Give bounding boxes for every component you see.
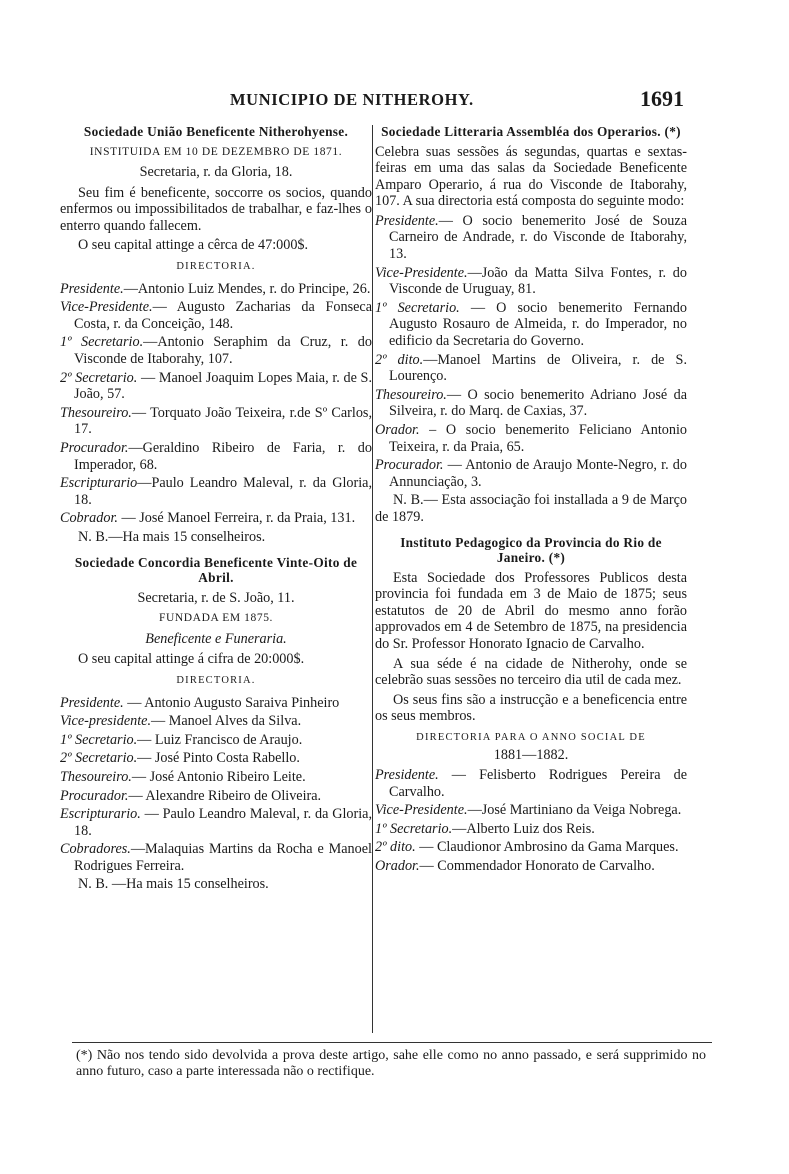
role-label: Thesoureiro.: [375, 386, 447, 403]
role-label: Cobrador.: [60, 510, 118, 527]
role-label: Procurador.: [375, 457, 444, 474]
role-label: Vice-Presidente.: [375, 264, 468, 281]
directory-entry: [375, 457, 687, 490]
role-label: Cobradores.: [60, 841, 131, 858]
directory-entry: [60, 841, 372, 874]
footnote-divider: [72, 1042, 712, 1043]
role-label: 2º Secretario.: [60, 369, 138, 386]
directory-entry: [375, 821, 687, 838]
entry-text: —Alberto Luiz dos Reis.: [452, 820, 595, 837]
entry-text: — Torquato João Teixeira, r.de Sº Carlos, 17.: [74, 404, 372, 438]
address-line: Secretaria, r. da Gloria, 18.: [139, 164, 293, 181]
role-label: Vice-presidente.: [60, 713, 151, 730]
directory-entry: [60, 788, 372, 805]
role-label: Vice-Presidente.: [375, 802, 468, 819]
directory-entry: [60, 440, 372, 473]
directory-entry: [375, 858, 687, 875]
directory-entry: [60, 334, 372, 367]
directoria-years: 1881—1882.: [493, 746, 569, 763]
entry-text: — O socio benemerito Adriano José da Silveira, r. do Marq. de Caxias, 37.: [389, 386, 687, 420]
paragraph: Os seus fins são a instrucção e a beneficencia entre os seus membros.: [375, 691, 687, 725]
entry-text: —João da Matta Silva Fontes, r. do Visconde de Uruguay, 81.: [389, 264, 687, 298]
entry-text: — Augusto Zacharias da Fonseca Costa, r. da Conceição, 148.: [74, 299, 372, 332]
right-column: [375, 124, 687, 877]
directory-entry: [60, 475, 372, 508]
section-title: Sociedade União Beneficente Nitherohyense.: [83, 124, 349, 139]
directory-entry: [375, 265, 687, 298]
directory-entry: [60, 732, 372, 749]
entry-text: —Geraldino Ribeiro de Faria, r. do Imperador, 68.: [74, 440, 372, 473]
directory-entry: [60, 370, 372, 403]
entry-text: — O socio benemerito Fernando Augusto Rosauro de Almeida, r. do Imperador, no edificio da Secretaria do Governo.: [389, 299, 687, 350]
section-title: Sociedade Concordia Beneficente Vinte-Oito de Abril.: [74, 554, 358, 586]
entry-text: – O socio benemerito Feliciano Antonio Teixeira, r. da Praia, 65.: [389, 422, 687, 455]
founded-line: FUNDADA EM 1875.: [158, 612, 274, 625]
entry-text: — Luiz Francisco de Araujo.: [137, 731, 303, 748]
role-label: 1º Secretario.: [60, 731, 138, 748]
nota-bene: N. B.— Esta associação foi installada a 9 de Março de 1879.: [375, 492, 687, 525]
entry-text: —Manoel Martins de Oliveira, r. de S. Lourenço.: [389, 351, 687, 385]
directory-entry: [60, 299, 372, 332]
nota-bene: N. B. —Ha mais 15 conselheiros.: [78, 876, 269, 893]
paragraph: O seu capital attinge á cifra de 20:000$.: [78, 651, 305, 668]
directory-entry: [60, 769, 372, 786]
society-kind: Beneficente e Funeraria.: [145, 630, 287, 647]
role-label: Orador.: [375, 858, 420, 875]
section-instituto-pedagogico: [375, 535, 687, 875]
role-label: Thesoureiro.: [60, 404, 132, 421]
directoria-heading: DIRECTORIA.: [176, 261, 256, 273]
page-number: 1691: [640, 86, 684, 111]
role-label: Presidente.: [375, 767, 439, 784]
directory-entry: [60, 750, 372, 767]
left-column: [60, 124, 372, 896]
entry-text: — Antonio Augusto Saraiva Pinheiro: [123, 694, 340, 711]
role-label: Presidente.: [60, 280, 124, 297]
paragraph: O seu capital attinge a cêrca de 47:000$.: [78, 237, 309, 254]
entry-text: —Paulo Leandro Maleval, r. da Gloria, 18.: [74, 475, 372, 508]
entry-text: —Malaquias Martins da Rocha e Manoel Rodrigues Ferreira.: [74, 841, 372, 874]
entry-text: —José Martiniano da Veiga Nobrega.: [467, 802, 682, 819]
role-label: 2º dito.: [375, 351, 424, 368]
footnote: (*) Não nos tendo sido devolvida a prova deste artigo, sahe elle como no anno passado, e será supprimido no anno futuro, caso a parte interessada não o rectifique.: [76, 1048, 706, 1079]
role-label: Procurador.: [60, 440, 129, 456]
directory-entry: [375, 422, 687, 455]
role-label: Orador.: [375, 422, 420, 438]
directoria-heading: DIRECTORIA PARA O ANNO SOCIAL DE: [416, 731, 646, 743]
entry-text: —Antonio Luiz Mendes, r. do Principe, 26.: [123, 280, 371, 297]
directory-entry: [375, 802, 687, 819]
role-label: Thesoureiro.: [60, 768, 132, 785]
section-title: Instituto Pedagogico da Provincia do Rio de Janeiro. (*): [400, 534, 662, 566]
role-label: Presidente.: [60, 694, 124, 711]
role-label: Procurador.: [60, 787, 129, 804]
section-title: Sociedade Litteraria Assembléa dos Operarios. (*): [381, 124, 681, 139]
role-label: 2º Secretario.: [60, 750, 138, 767]
entry-text: — José Manoel Ferreira, r. da Praia, 131.: [117, 510, 356, 527]
directory-entry: [375, 352, 687, 385]
entry-text: — O socio benemerito José de Souza Carneiro de Andrade, r. do Visconde de Itaborahy, 13.: [389, 212, 687, 263]
role-label: Vice-Presidente.: [60, 299, 153, 316]
entry-text: — Alexandre Ribeiro de Oliveira.: [128, 787, 322, 804]
entry-text: — José Antonio Ribeiro Leite.: [131, 768, 306, 785]
role-label: Presidente.: [375, 212, 439, 229]
role-label: 1º Secretario.: [375, 299, 460, 316]
entry-text: — Commendador Honorato de Carvalho.: [419, 858, 655, 875]
paragraph: Esta Sociedade dos Professores Publicos desta provincia foi fundada em 3 de Maio de 1875; seus estatutos de 20 de Abril do mesmo anno forão approvados em 4 de Setembro de 1875, na presidencia do Sr. Professor Honorato Ignacio de Carvalho.: [375, 569, 687, 652]
directory-entry: [60, 510, 372, 527]
section-uniao-beneficente: [60, 124, 372, 546]
paragraph: Seu fim é beneficente, soccorre os socios, quando enfermos ou impossibilitados de trabalhar, e faz-lhes o enterro quando fallecem.: [60, 184, 372, 234]
section-concordia-beneficente: [60, 555, 372, 894]
directoria-heading: DIRECTORIA.: [176, 674, 256, 686]
entry-text: — Manoel Alves da Silva.: [151, 713, 302, 730]
column-divider: [372, 125, 373, 1033]
entry-text: — Claudionor Ambrosino da Gama Marques.: [415, 839, 679, 856]
paragraph: A sua séde é na cidade de Nitherohy, onde se celebrão suas sessões no terceiro dia util de cada mez.: [375, 655, 687, 689]
directory-entry: [375, 839, 687, 856]
role-label: Escripturario: [60, 475, 138, 492]
section-assemblea-operarios: [375, 124, 687, 526]
role-label: Escripturario.: [60, 806, 141, 823]
directory-entry: [375, 213, 687, 263]
entry-text: —Antonio Seraphim da Cruz, r. do Visconde de Itaborahy, 107.: [74, 334, 372, 368]
nota-bene: N. B.—Ha mais 15 conselheiros.: [78, 528, 266, 545]
entry-text: — José Pinto Costa Rabello.: [137, 750, 300, 767]
entry-text: — Felisberto Rodrigues Pereira de Carvalho.: [389, 767, 687, 800]
role-label: 2º dito.: [375, 839, 416, 856]
directory-entry: [60, 695, 372, 712]
role-label: 1º Secretario.: [375, 820, 453, 837]
role-label: 1º Secretario.: [60, 334, 144, 351]
entry-text: — Antonio de Araujo Monte-Negro, r. do Annunciação, 3.: [389, 457, 687, 490]
directory-entry: [60, 806, 372, 839]
directory-entry: [60, 281, 372, 298]
directory-entry: [375, 767, 687, 800]
entry-text: — Paulo Leandro Maleval, r. da Gloria, 18.: [74, 806, 372, 839]
directory-entry: [375, 300, 687, 350]
founded-line: INSTITUIDA EM 10 DE DEZEMBRO DE 1871.: [89, 145, 343, 158]
directory-entry: [60, 405, 372, 438]
address-line: Secretaria, r. de S. João, 11.: [137, 589, 295, 606]
directory-entry: [60, 713, 372, 730]
entry-text: — Manoel Joaquim Lopes Maia, r. de S. João, 57.: [74, 369, 372, 403]
directory-entry: [375, 387, 687, 420]
running-head: MUNICIPIO DE NITHEROHY.: [230, 90, 474, 109]
paragraph: Celebra suas sessões ás segundas, quartas e sextas-feiras em uma das salas da Sociedade Beneficente Amparo Operario, á rua do Visconde de Itaborahy, 107. A sua directoria está composta do seguinte modo:: [375, 143, 687, 210]
